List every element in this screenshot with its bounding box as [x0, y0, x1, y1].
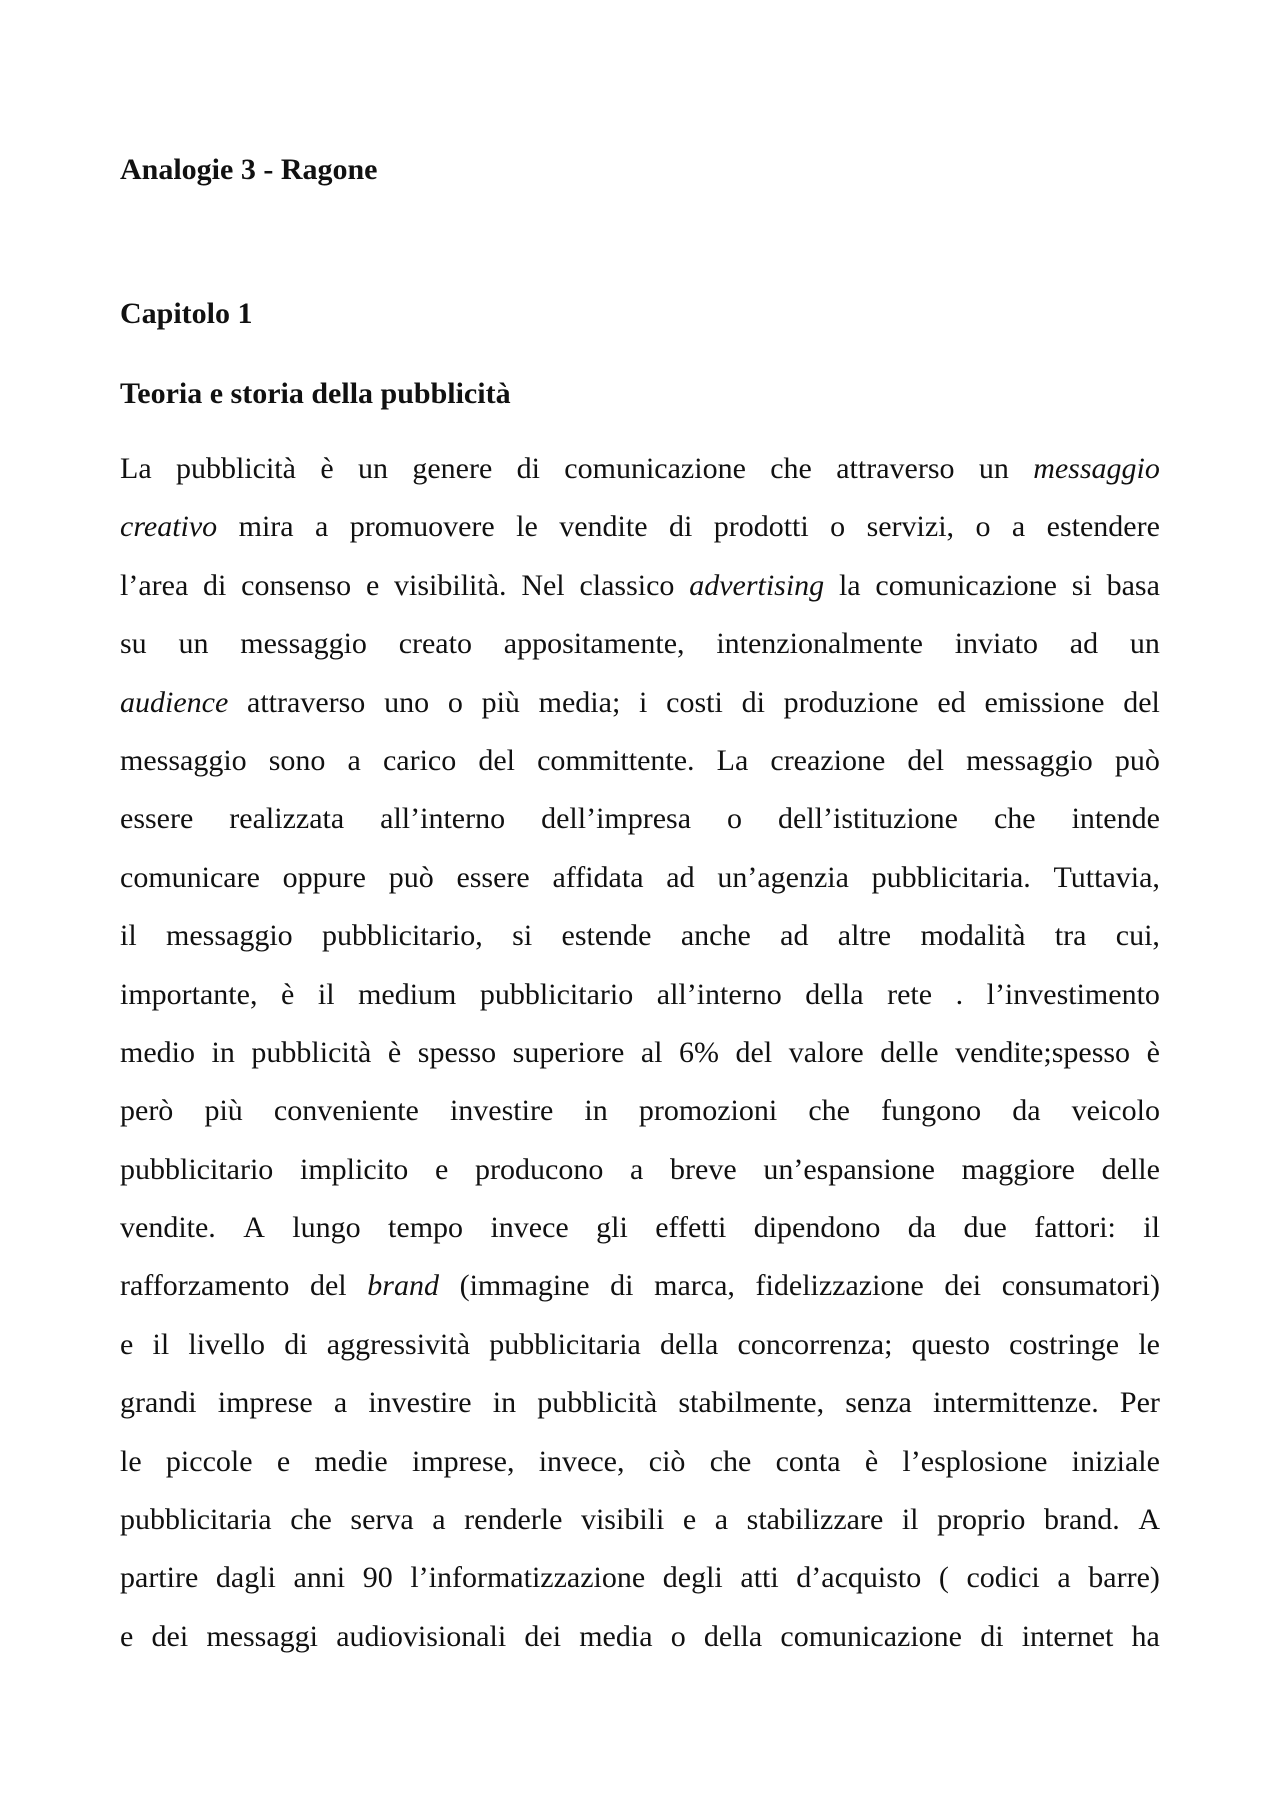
word: servizi, — [866, 510, 955, 544]
word: e — [435, 1152, 449, 1186]
word: attraverso — [836, 452, 955, 485]
word: modalità — [920, 919, 1026, 953]
word: in — [492, 1386, 517, 1420]
word: pubblicitario, — [322, 919, 483, 953]
word: medie — [314, 1444, 388, 1478]
word: intende — [1071, 802, 1160, 836]
word: attraverso — [247, 685, 366, 719]
word: fidelizzazione — [755, 1269, 924, 1303]
word: codici — [966, 1561, 1040, 1595]
word: maggiore — [961, 1152, 1075, 1186]
word: superiore — [512, 1035, 625, 1069]
word: piccole — [165, 1444, 253, 1478]
word: genere — [412, 452, 493, 485]
word: pubblicità — [537, 1386, 658, 1420]
word: imprese, — [411, 1444, 515, 1478]
word: delle — [880, 1035, 939, 1069]
word: concorrenza; — [737, 1327, 893, 1361]
word: gli — [596, 1211, 628, 1245]
word: grandi — [120, 1386, 197, 1420]
word: o — [447, 685, 463, 719]
word: pubblicità — [251, 1035, 372, 1069]
word: pubblicità — [175, 452, 296, 485]
word: messaggio — [966, 743, 1093, 777]
word: o — [727, 802, 743, 836]
word: il — [901, 1503, 919, 1537]
word: un’espansione — [763, 1152, 935, 1186]
word: medio — [120, 1035, 195, 1069]
word: che — [993, 802, 1036, 836]
word: promozioni — [638, 1094, 778, 1128]
word: livello — [188, 1327, 266, 1361]
word: di — [610, 1269, 634, 1303]
word: messaggi — [206, 1619, 319, 1653]
text-line — [120, 627, 1160, 685]
word: media — [579, 1619, 653, 1653]
word: conveniente — [273, 1094, 419, 1128]
word: Tuttavia, — [1053, 860, 1160, 894]
word: ciò — [648, 1444, 686, 1478]
word: le — [1138, 1327, 1160, 1361]
word: delle — [1101, 1152, 1160, 1186]
word: che — [709, 1444, 752, 1478]
word: del — [478, 743, 515, 777]
word: invece, — [538, 1444, 625, 1478]
word: a — [347, 743, 361, 777]
italic-word: advertising — [689, 568, 825, 602]
word: in — [211, 1035, 235, 1069]
word: visibili — [580, 1503, 665, 1537]
word: senza — [845, 1386, 912, 1420]
word: ( — [938, 1561, 949, 1595]
word: anche — [680, 919, 751, 953]
word: tra — [1054, 919, 1087, 953]
word: ad — [666, 860, 695, 894]
word: di — [741, 685, 765, 719]
word: stabilizzare — [746, 1503, 884, 1537]
word: 90 — [362, 1561, 393, 1595]
word: consumatori) — [1001, 1269, 1160, 1303]
word: a — [1057, 1561, 1071, 1595]
word: su — [120, 627, 147, 661]
word: effetti — [655, 1211, 727, 1245]
word: producono — [475, 1152, 604, 1186]
text-line — [120, 919, 1160, 977]
word: più — [204, 1094, 243, 1128]
word: costi — [666, 685, 723, 719]
word: ad — [780, 919, 809, 953]
word: dell’istituzione — [778, 802, 958, 836]
word: da — [1012, 1094, 1041, 1128]
word: aggressività — [326, 1327, 471, 1361]
word: comunicazione — [564, 452, 746, 485]
word: che — [770, 452, 812, 485]
word: basa — [1106, 568, 1160, 602]
word: tempo — [388, 1211, 464, 1245]
word: di — [668, 510, 693, 544]
word: brand. — [1043, 1503, 1120, 1537]
word: investire — [449, 1094, 554, 1128]
italic-word: messaggio — [1033, 452, 1160, 485]
word: a — [1011, 510, 1026, 544]
word: e — [276, 1444, 291, 1478]
word: oppure — [282, 860, 366, 894]
word: un — [178, 627, 209, 661]
word: sono — [268, 743, 326, 777]
word: conta — [775, 1444, 841, 1478]
word: messaggio — [240, 627, 367, 661]
word: è — [281, 977, 295, 1011]
word: o — [670, 1619, 686, 1653]
word: in — [584, 1094, 608, 1128]
word: il — [1143, 1211, 1160, 1245]
word: dei — [944, 1269, 982, 1303]
word: comunicazione — [875, 568, 1057, 602]
word: messaggio — [166, 919, 293, 953]
word: a — [432, 1503, 446, 1537]
word: è — [1146, 1035, 1160, 1069]
word: di — [516, 452, 540, 485]
word: committente. — [537, 743, 695, 777]
word: della — [703, 1619, 763, 1653]
word: però — [120, 1094, 174, 1128]
word: La — [120, 452, 152, 485]
word: di — [284, 1327, 308, 1361]
word: visibilità. — [394, 568, 507, 602]
word: dell’impresa — [541, 802, 692, 836]
word: A — [1138, 1503, 1160, 1537]
word: fungono — [881, 1094, 982, 1128]
word: stabilmente, — [678, 1386, 825, 1420]
word: veicolo — [1071, 1094, 1160, 1128]
word: il — [317, 977, 335, 1011]
word: internet — [1021, 1619, 1114, 1653]
word: a — [630, 1152, 644, 1186]
word: ed — [937, 685, 966, 719]
text-line — [120, 744, 1160, 802]
word: affidata — [552, 860, 644, 894]
word: d’acquisto — [796, 1561, 922, 1595]
word: breve — [670, 1152, 737, 1186]
word: carico — [382, 743, 457, 777]
word: dei — [151, 1619, 189, 1653]
word: importante, — [120, 977, 258, 1011]
word: estende — [561, 919, 652, 953]
word: ad — [1069, 627, 1099, 661]
word: La — [716, 743, 749, 777]
word: è — [320, 452, 334, 485]
word: serva — [350, 1503, 414, 1537]
word: del — [309, 1269, 347, 1303]
word: barre) — [1088, 1561, 1160, 1595]
word: o — [975, 510, 991, 544]
word: di — [203, 568, 227, 602]
word: 6% — [679, 1035, 719, 1069]
italic-word: audience — [120, 685, 229, 719]
word: e — [365, 568, 380, 602]
word: produzione — [783, 685, 919, 719]
word: investire — [368, 1386, 472, 1420]
word: audiovisionali — [336, 1619, 507, 1653]
word: a — [333, 1386, 348, 1420]
word: del — [907, 743, 945, 777]
word: comunicazione — [780, 1619, 962, 1653]
text-line — [120, 1561, 1160, 1619]
word: si — [1071, 568, 1092, 602]
word: degli — [662, 1561, 723, 1595]
word: uno — [384, 685, 430, 719]
word: classico — [579, 568, 675, 602]
word: o — [830, 510, 846, 544]
word: medium — [358, 977, 457, 1011]
word: invece — [490, 1211, 569, 1245]
text-line — [120, 1386, 1160, 1444]
word: pubblicitaria — [120, 1503, 272, 1537]
word: valore — [788, 1035, 864, 1069]
word: un’agenzia — [717, 860, 849, 894]
word: della — [805, 977, 864, 1011]
word: del — [735, 1035, 773, 1069]
italic-word: creativo — [120, 510, 218, 544]
word: lungo — [292, 1211, 361, 1245]
text-line — [120, 978, 1160, 1036]
word: l’area — [120, 568, 189, 602]
word: Per — [1119, 1386, 1160, 1420]
text-line — [120, 1211, 1160, 1269]
text-line — [120, 452, 1160, 510]
word: all’interno — [380, 802, 506, 836]
word: proprio — [937, 1503, 1026, 1537]
word: può — [1114, 743, 1160, 777]
word: della — [660, 1327, 719, 1361]
word: ha — [1131, 1619, 1160, 1653]
word: al — [640, 1035, 663, 1069]
word: dipendono — [753, 1211, 881, 1245]
text-line — [120, 1503, 1160, 1561]
italic-word: brand — [367, 1269, 439, 1303]
word: il — [120, 919, 137, 953]
word: . — [955, 977, 964, 1011]
word: marca, — [654, 1269, 735, 1303]
word: a — [714, 1503, 729, 1537]
body-paragraph — [120, 452, 1160, 1678]
word: pubblicitario — [479, 977, 634, 1011]
word: di — [980, 1619, 1004, 1653]
word: pubblicitario — [120, 1152, 274, 1186]
word: costringe — [1009, 1327, 1120, 1361]
word: iniziale — [1071, 1444, 1160, 1478]
word: vendite;spesso — [955, 1035, 1131, 1069]
word: le — [120, 1444, 142, 1478]
word: e — [120, 1619, 134, 1653]
word: intenzionalmente — [716, 627, 923, 661]
word: che — [290, 1503, 332, 1537]
word: anni — [293, 1561, 346, 1595]
text-line — [120, 510, 1160, 568]
word: un — [357, 452, 388, 485]
word: che — [808, 1094, 850, 1128]
word: si — [512, 919, 533, 953]
word: dagli — [215, 1561, 276, 1595]
section-title: Teoria e storia della pubblicità — [120, 377, 511, 410]
word: l’investimento — [986, 977, 1160, 1011]
text-line — [120, 1094, 1160, 1152]
text-line — [120, 861, 1160, 919]
word: cui, — [1115, 919, 1160, 953]
word: consenso — [241, 568, 352, 602]
chapter-label: Capitolo 1 — [120, 297, 253, 330]
text-line — [120, 1269, 1160, 1327]
word: essere — [456, 860, 530, 894]
word: un — [1129, 627, 1160, 661]
word: prodotti — [713, 510, 809, 544]
text-line — [120, 569, 1160, 627]
word: mira — [238, 510, 294, 544]
word: media; — [538, 685, 621, 719]
text-line — [120, 1036, 1160, 1094]
word: all’interno — [656, 977, 782, 1011]
word: questo — [911, 1327, 990, 1361]
word: pubblicitaria. — [871, 860, 1031, 894]
word: più — [481, 685, 520, 719]
word: messaggio — [120, 743, 247, 777]
word: da — [907, 1211, 937, 1245]
word: comunicare — [120, 860, 260, 894]
word: partire — [120, 1561, 199, 1595]
word: (immagine — [459, 1269, 590, 1303]
word: il — [152, 1327, 170, 1361]
text-line — [120, 1445, 1160, 1503]
word: a — [315, 510, 329, 544]
word: Nel — [521, 568, 565, 602]
word: rete — [887, 977, 933, 1011]
word: del — [1123, 685, 1160, 719]
word: altre — [837, 919, 892, 953]
word: renderle — [464, 1503, 563, 1537]
word: dei — [524, 1619, 562, 1653]
word: l’esplosione — [902, 1444, 1048, 1478]
text-line — [120, 1328, 1160, 1386]
word: estendere — [1046, 510, 1160, 544]
word: emissione — [984, 685, 1105, 719]
word: atti — [740, 1561, 779, 1595]
word: è — [387, 1035, 402, 1069]
word: l’informatizzazione — [410, 1561, 646, 1595]
word: la — [838, 568, 861, 602]
word: rafforzamento — [120, 1269, 290, 1303]
word: promuovere — [349, 510, 495, 544]
word: può — [388, 860, 434, 894]
word: un — [978, 452, 1009, 485]
text-line — [120, 1153, 1160, 1211]
word: creazione — [770, 743, 886, 777]
word: intermittenze. — [933, 1386, 1099, 1420]
word: appositamente, — [503, 627, 685, 661]
word: vendite — [559, 510, 648, 544]
word: e — [120, 1327, 134, 1361]
word: essere — [120, 802, 194, 836]
word: è — [864, 1444, 879, 1478]
word: i — [639, 685, 648, 719]
word: realizzata — [229, 802, 345, 836]
word: le — [516, 510, 538, 544]
word: vendite. — [120, 1211, 216, 1245]
word: spesso — [417, 1035, 497, 1069]
word: pubblicitaria — [489, 1327, 641, 1361]
word: imprese — [217, 1386, 313, 1420]
document-title: Analogie 3 - Ragone — [120, 153, 378, 186]
text-line — [120, 686, 1160, 744]
word: inviato — [954, 627, 1039, 661]
word: due — [963, 1211, 1007, 1245]
word: creato — [398, 627, 472, 661]
word: e — [682, 1503, 697, 1537]
text-line — [120, 802, 1160, 860]
word: implicito — [299, 1152, 409, 1186]
word: A — [243, 1211, 265, 1245]
text-line — [120, 1620, 1160, 1678]
word: fattori: — [1034, 1211, 1116, 1245]
